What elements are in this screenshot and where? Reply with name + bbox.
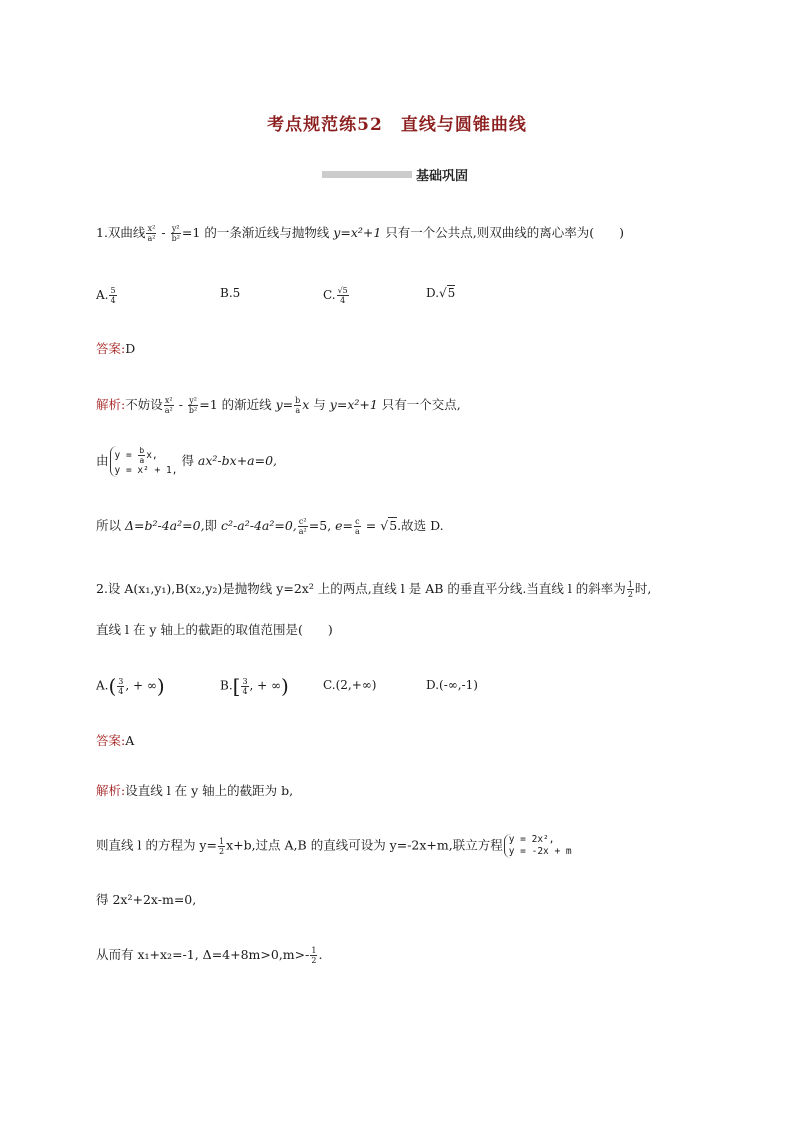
q2-stem-line2: 直线 l 在 y 轴上的截距的取值范围是( ) — [96, 622, 333, 637]
q1-option-c[interactable]: C. $\frac{√5}{4}$ — [323, 286, 348, 305]
section-label: 基础巩固 — [416, 169, 469, 184]
equation-system: y = 2x², y = -2x + m — [504, 834, 572, 858]
equation-system: y = $\frac{b}{a}$ x, y = x² + 1, — [110, 446, 178, 477]
q1-answer: 答案:D — [96, 341, 136, 356]
q1-solution-conclusion: 所以 Δ=b²-4a²=0,即 c²-a²-4a²=0, $\frac{\text{c²}}{\text{a²}}$ =5, e= $\frac{c}{a}$ = √5.故选 D. — [96, 517, 444, 536]
q2-solution-line4: 从而有 x₁+x₂=-1, Δ=4+8m>0,m>- $\frac{1}{2}$ . — [96, 946, 323, 965]
q2-solution-line2: 则直线 l 的方程为 y= $\frac{1}{2}$ x+b,过点 A,B 的直线可设为 y=-2x+m,联立方程 y = 2x², y = -2x + m — [96, 834, 572, 857]
q1-stem: 1.双曲线 $\frac{\text{x²}}{\text{a²}}$ - $\frac{\text{y²}}{\text{b²}}$ =1 的一条渐近线与抛物线 y=x²+1 只有一个公共点,则双曲线的离心率为( ) — [96, 224, 625, 243]
fraction: $\frac{\text{y²}}{\text{b²}}$ — [171, 224, 180, 243]
q1-solution-system: 由 y = $\frac{b}{a}$ x, y = x² + 1, 得 ax²-bx+a=0, — [96, 446, 278, 476]
q1-option-b[interactable]: B.5 — [220, 286, 241, 300]
q1-solution-line1: 解析:不妨设 $\frac{\text{x²}}{\text{a²}}$ - $\frac{\text{y²}}{\text{b²}}$ =1 的渐近线 y= $\frac{b}{a}$ x 与 y=x²+1 只有一个交点, — [96, 396, 461, 415]
q2-option-d[interactable]: D.(-∞,-1) — [426, 678, 478, 692]
q1-option-a[interactable]: A. $\frac{5}{4}$ — [96, 286, 116, 305]
q2-stem-line1: 2.设 A(x₁,y₁),B(x₂,y₂)是抛物线 y=2x² 上的两点,直线 l 是 AB 的垂直平分线.当直线 l 的斜率为 $\frac{1}{2}$ 时, — [96, 580, 652, 599]
fraction: $\frac{\text{x²}}{\text{a²}}$ — [147, 224, 156, 243]
q2-solution-line3: 得 2x²+2x-m=0, — [96, 892, 197, 907]
q2-option-c[interactable]: C.(2,+∞) — [323, 678, 377, 692]
section-bar — [322, 171, 412, 178]
q2-answer: 答案:A — [96, 733, 135, 748]
q1-option-d[interactable]: D.√5 — [426, 286, 456, 300]
q2-option-a[interactable]: A.( $\frac{3}{4}$ , + ∞) — [96, 674, 165, 698]
page-title: 考点规范练52 直线与圆锥曲线 — [267, 115, 527, 135]
q2-option-b[interactable]: B.[ $\frac{3}{4}$ , + ∞) — [220, 674, 289, 698]
q2-solution-line1: 解析:设直线 l 在 y 轴上的截距为 b, — [96, 783, 294, 798]
